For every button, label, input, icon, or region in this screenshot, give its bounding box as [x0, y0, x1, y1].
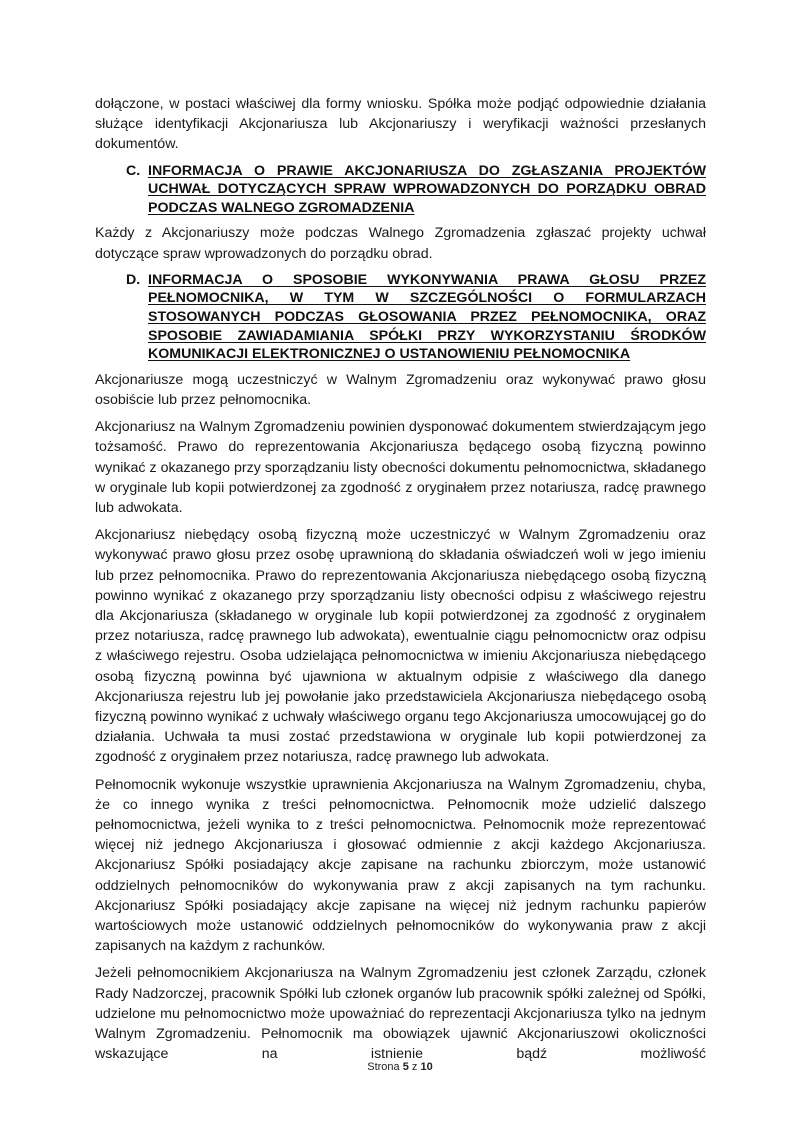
total-pages-number: 10: [420, 1061, 433, 1073]
section-heading-c: [126, 162, 706, 218]
section-letter: C.: [126, 162, 141, 179]
paragraph: Akcjonariusz na Walnym Zgromadzeniu powinien dysponować dokumentem stwierdzającym jego tożsamość. Prawo do reprezentowania Akcjonariusza będącego osobą fizyczną powinno wynikać z okazanego przy sporządzaniu listy obecności dokumentu pełnomocnictwa, składanego w oryginale lub kopii potwierdzonej za zgodność z oryginałem przez notariusza, radcę prawnego lub adwokata.: [95, 419, 706, 516]
section-heading-d: [126, 271, 706, 364]
document-page: [95, 94, 706, 1071]
section-title: INFORMACJA O SPOSOBIE WYKONYWANIA PRAWA GŁOSU PRZEZ PEŁNOMOCNIKA, W TYM W SZCZEGÓLNOŚCI O FORMULARZACH STOSOWANYCH PODCZAS GŁOSOWANIA PRZEZ PEŁNOMOCNIKA, ORAZ SPOSOBIE ZAWIADAMIANIA SPÓŁKI PRZY WYKORZYSTANIU ŚRODKÓW KOMUNIKACJI ELEKTRONICZNEJ O USTANOWIENIU PEŁNOMOCNIKA: [148, 271, 706, 363]
paragraph: Pełnomocnik wykonuje wszystkie uprawnienia Akcjonariusza na Walnym Zgromadzeniu, chyba, że co innego wynika z treści pełnomocnictwa. Pełnomocnik może udzielić dalszego pełnomocnictwa, jeżeli wynika to z treści pełnomocnictwa. Pełnomocnik może reprezentować więcej niż jednego Akcjonariusza i głosować odmiennie z akcji każdego Akcjonariusza. Akcjonariusz Spółki posiadający akcje zapisane na rachunku zbiorczym, może ustanowić oddzielnych pełnomocników do wykonywania praw z akcji zapisanych na tym rachunku. Akcjonariusz Spółki posiadający akcje zapisane na więcej niż jednym rachunku papierów wartościowych może ustanowić oddzielnych pełnomocników do wykonywania praw z akcji zapisanych na każdym z rachunków.: [95, 776, 706, 955]
current-page-number: 5: [402, 1061, 409, 1073]
page-separator: z: [411, 1061, 418, 1073]
paragraph: Jeżeli pełnomocnikiem Akcjonariusza na Walnym Zgromadzeniu jest członek Zarządu, członek Rady Nadzorczej, pracownik Spółki lub członek organów lub pracownik spółki zależnej od Spółki, udzielone mu pełnomocnictwo może upoważniać do reprezentacji Akcjonariusza tylko na jednym Walnym Zgromadzeniu. Pełnomocnik ma obowiązek ujawnić Akcjonariuszowi okoliczności wskazujące na istnienie bądź możliwość: [95, 965, 706, 1063]
section-title: INFORMACJA O PRAWIE AKCJONARIUSZA DO ZGŁASZANIA PROJEKTÓW UCHWAŁ DOTYCZĄCYCH SPRAW WPROWADZONYCH DO PORZĄDKU OBRAD PODCZAS WALNEGO ZGROMADZENIA: [148, 162, 706, 216]
page-label: Strona: [367, 1061, 400, 1073]
paragraph: Akcjonariusze mogą uczestniczyć w Walnym Zgromadzeniu oraz wykonywać prawo głosu osobiście lub przez pełnomocnika.: [95, 371, 706, 408]
section-letter: D.: [126, 271, 141, 288]
page-footer: [0, 1061, 800, 1073]
paragraph: Każdy z Akcjonariuszy może podczas Walnego Zgromadzenia zgłaszać projekty uchwał dotyczące spraw wprowadzonych do porządku obrad.: [95, 225, 706, 262]
paragraph: Akcjonariusz niebędący osobą fizyczną może uczestniczyć w Walnym Zgromadzeniu oraz wykonywać prawo głosu przez osobę uprawnioną do składania oświadczeń woli w jego imieniu lub przez pełnomocnika. Prawo do reprezentowania Akcjonariusza niebędącego osobą fizyczną powinno wynikać z okazanego przy sporządzaniu listy obecności odpisu z właściwego rejestru dla Akcjonariusza (składanego w oryginale lub kopii potwierdzonej za zgodność z oryginałem przez notariusza, radcę prawnego lub adwokata), ewentualnie ciągu pełnomocnictw oraz odpisu z właściwego rejestru. Osoba udzielająca pełnomocnictwa w imieniu Akcjonariusza niebędącego osobą fizyczną powinna być ujawniona w aktualnym odpisie z właściwego dla danego Akcjonariusza rejestru lub jej powołanie jako przedstawiciela Akcjonariusza niebędącego osobą fizyczną powinno wynikać z uchwały właściwego organu tego Akcjonariusza umocowującej go do działania. Uchwała ta musi zostać przedstawiona w oryginale lub kopii potwierdzonej za zgodność z oryginałem przez notariusza, radcę prawnego lub adwokata.: [95, 527, 706, 766]
paragraph: dołączone, w postaci właściwej dla formy wniosku. Spółka może podjąć odpowiednie działania służące identyfikacji Akcjonariusza lub Akcjonariuszy i weryfikacji ważności przesłanych dokumentów.: [95, 96, 706, 153]
